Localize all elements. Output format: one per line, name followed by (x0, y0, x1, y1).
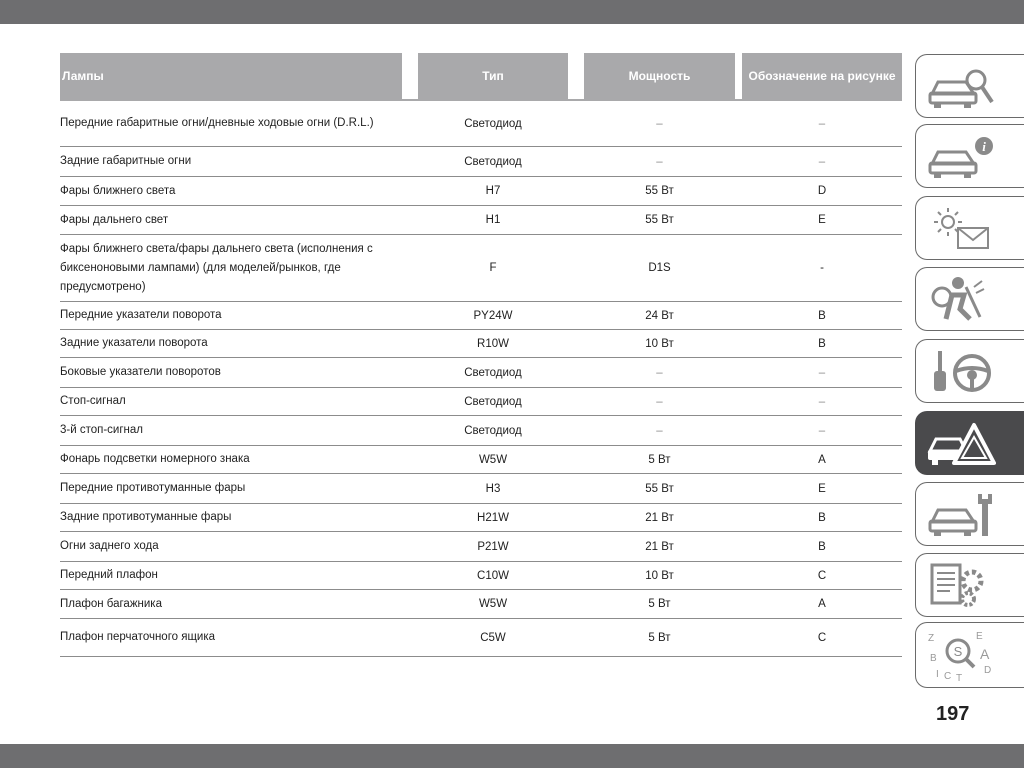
lamp-type: R10W (477, 337, 509, 350)
warning-light-message-icon (926, 202, 996, 254)
lamp-type: H1 (485, 214, 501, 226)
table-row (60, 302, 902, 330)
tab-car-info[interactable] (915, 124, 1024, 188)
lamp-name: Фонарь подсветки номерного знака (60, 453, 250, 465)
airbag-safety-icon (926, 273, 996, 325)
lamp-type: PY24W (473, 309, 513, 322)
lamp-name: Передний плафон (60, 569, 158, 581)
lamp-power: 24 Вт (645, 309, 674, 322)
table-row (60, 416, 902, 446)
lamp-type: Светодиод (464, 117, 522, 130)
svg-text:Z: Z (928, 633, 935, 644)
lamp-name: Задние противотуманные фары (60, 511, 232, 523)
lamp-type: H21W (477, 511, 509, 524)
svg-text:S: S (953, 644, 963, 659)
table-row (60, 101, 902, 147)
lamp-name: Плафон багажника (60, 597, 162, 610)
lamp-power: 55 Вт (645, 482, 674, 495)
table-header (60, 53, 902, 101)
lamp-type: C5W (480, 631, 506, 644)
lamp-reference: – (818, 117, 826, 130)
lamp-name: Фары дальнего свет (60, 213, 169, 226)
lamp-power: 10 Вт (645, 569, 674, 582)
car-wrench-icon (926, 488, 996, 540)
lamp-reference: B (818, 337, 826, 350)
lamp-name: Фары ближнего света/фары дальнего света (исполнения с биксеноновыми лампами) (для моделей/рынков, где предусмотрено) (60, 242, 373, 293)
lamp-name: Плафон перчаточного ящика (60, 631, 216, 643)
lamp-type: Светодиод (464, 155, 522, 168)
lamp-power: 5 Вт (648, 631, 671, 644)
svg-text:E: E (976, 631, 983, 642)
alphabetical-index-icon (926, 629, 996, 681)
lamp-reference: – (818, 155, 826, 168)
lamp-reference: – (818, 366, 826, 379)
lamp-name: Боковые указатели поворотов (60, 366, 221, 378)
header-power: Мощность (584, 53, 735, 99)
table-row (60, 590, 902, 619)
lamp-power: 55 Вт (645, 185, 674, 197)
table-row (60, 235, 902, 302)
lamp-type: F (489, 262, 497, 274)
lamp-reference: B (818, 309, 826, 322)
svg-text:D: D (984, 665, 992, 676)
tab-maintenance[interactable] (915, 482, 1024, 546)
lamp-reference: C (817, 569, 827, 582)
lamp-name: Передние указатели поворота (60, 309, 222, 321)
lamp-type: H7 (485, 185, 501, 197)
lamp-power: – (656, 395, 663, 408)
svg-text:T: T (956, 673, 963, 681)
table-row (60, 474, 902, 504)
lamp-name: Передние габаритные огни/дневные ходовые огни (D.R.L.) (60, 117, 374, 129)
lamp-type: W5W (478, 598, 508, 610)
lamp-reference: D (817, 185, 827, 197)
lamp-power: 55 Вт (645, 214, 674, 226)
lamp-reference: E (818, 482, 826, 495)
lamp-name: 3-й стоп-сигнал (60, 424, 144, 436)
bottom-bar (0, 744, 1024, 768)
top-bar (0, 0, 1024, 24)
svg-text:B: B (930, 653, 937, 664)
lamp-power: – (656, 155, 663, 168)
table-row (60, 446, 902, 474)
table-row (60, 358, 902, 388)
car-info-icon (926, 130, 996, 182)
tab-starting-driving[interactable] (915, 339, 1024, 403)
lamp-reference: E (818, 214, 826, 226)
lamp-power: 10 Вт (645, 337, 674, 350)
header-reference: Обозначение на рисунке (742, 53, 902, 99)
page-number: 197 (936, 703, 970, 725)
svg-text:i: i (982, 139, 986, 154)
table-row (60, 532, 902, 562)
lamp-power: 21 Вт (645, 511, 674, 524)
svg-text:A: A (980, 646, 990, 662)
lamp-name: Стоп-сигнал (60, 395, 126, 407)
lamp-power: D1S (648, 262, 671, 274)
lamp-reference: C (817, 631, 827, 644)
header-type: Тип (418, 53, 568, 99)
table-row (60, 388, 902, 416)
table-row (60, 562, 902, 590)
tab-index[interactable] (915, 622, 1024, 688)
lamp-type: H3 (485, 482, 501, 495)
svg-text:I: I (936, 669, 939, 680)
tab-emergency[interactable] (915, 411, 1024, 475)
tab-warning-lights[interactable] (915, 196, 1024, 260)
lamp-name: Задние указатели поворота (60, 337, 208, 349)
lamp-name: Огни заднего хода (60, 540, 159, 552)
lamp-power: 5 Вт (648, 598, 671, 610)
table-row (60, 177, 902, 206)
tab-car-search[interactable] (915, 54, 1024, 118)
lamp-power: – (656, 424, 663, 437)
lamp-reference: – (818, 395, 826, 408)
lamp-name: Задние габаритные огни (60, 155, 192, 167)
lamp-reference: A (818, 453, 826, 466)
header-lamps: Лампы (60, 53, 402, 99)
lamp-reference: A (818, 598, 826, 610)
lamps-table (60, 53, 902, 657)
lamp-type: Светодиод (464, 395, 522, 408)
table-row (60, 619, 902, 657)
tab-technical-data[interactable] (915, 553, 1024, 617)
lamp-power: – (656, 117, 663, 130)
lamp-type: W5W (478, 453, 508, 466)
table-row (60, 504, 902, 532)
lamp-name: Фары ближнего света (60, 184, 176, 197)
car-warning-triangle-icon (926, 417, 996, 469)
car-search-icon (926, 60, 996, 112)
lamp-reference: B (818, 511, 826, 524)
lamp-reference: B (818, 540, 826, 553)
table-row (60, 147, 902, 177)
lamp-type: Светодиод (464, 366, 522, 379)
lamp-reference: - (820, 262, 824, 274)
lamp-type: Светодиод (464, 424, 522, 437)
lamp-type: P21W (477, 540, 509, 553)
lamp-power: – (656, 366, 663, 379)
table-row (60, 206, 902, 235)
key-steering-wheel-icon (926, 345, 996, 397)
svg-text:C: C (944, 671, 952, 681)
lamp-power: 5 Вт (648, 453, 671, 466)
tab-safety[interactable] (915, 267, 1024, 331)
document-gear-icon (926, 559, 996, 611)
lamp-name: Передние противотуманные фары (60, 482, 246, 494)
lamp-reference: – (818, 424, 826, 437)
table-row (60, 330, 902, 358)
lamp-type: C10W (477, 569, 509, 582)
lamp-power: 21 Вт (645, 540, 674, 553)
